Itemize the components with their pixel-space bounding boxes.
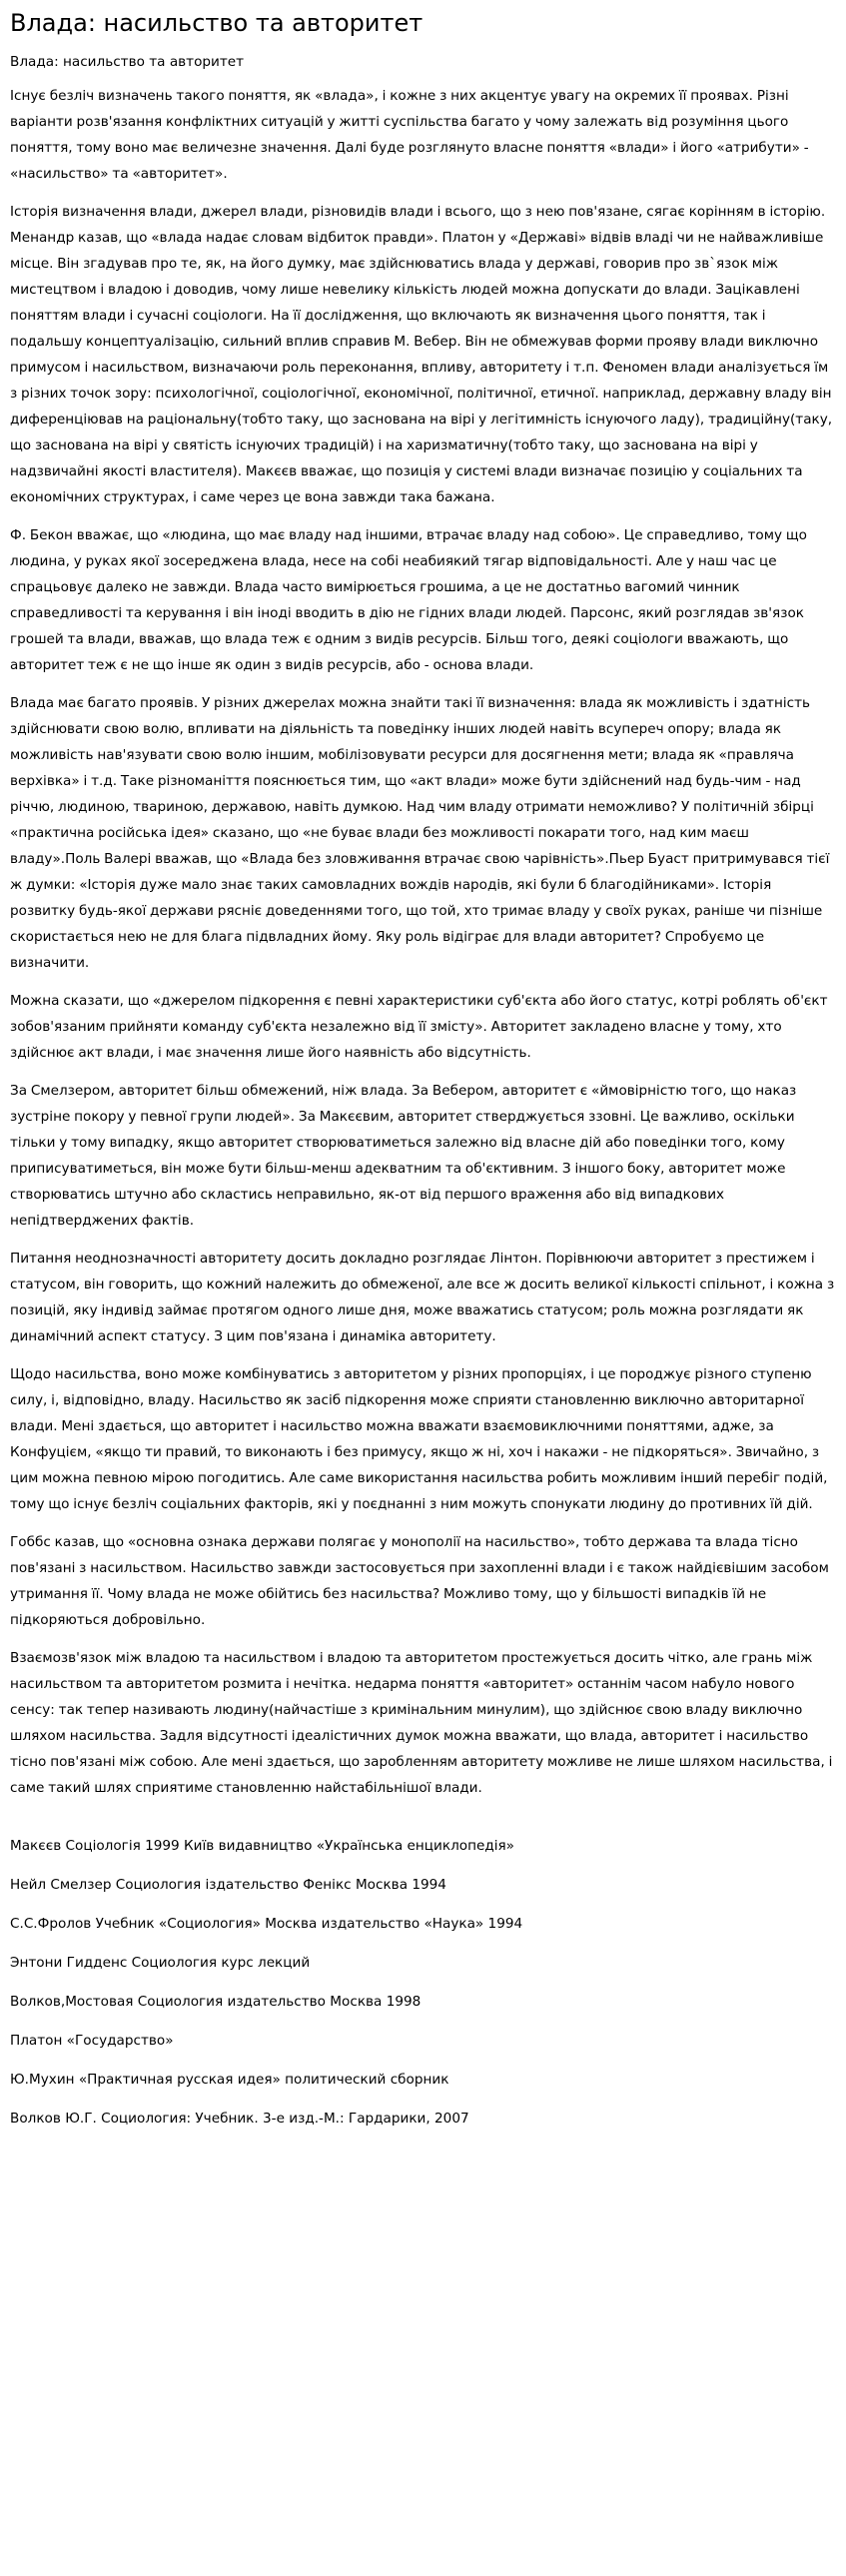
reference-item: Энтони Гидденс Социология курс лекций	[10, 1955, 311, 1971]
reference-item: Нейл Смелзер Социология іздательство Фенікс Москва 1994	[10, 1877, 446, 1893]
reference-item: С.С.Фролов Учебник «Социология» Москва издательство «Наука» 1994	[10, 1916, 523, 1932]
section-spacer	[10, 1813, 836, 1833]
paragraph: Щодо насильства, воно може комбінуватись з авторитетом у різних пропорціях, і це породжує різного ступеню силу, і, відповідно, владу. Насильство як засіб підкорення може сприяти становленню виключно авторитарної влади. Мені здається, що авторитет і насильство можна вважати взаємовиключними поняттями, адже, за Конфуцієм, «якщо ти правий, то виконають і без примусу, якщо ж ні, хоч і накажи - не підкоряться». Звичайно, з цим можна певною мірою погодитись. Але саме використання насильства робить можливим інший перебіг подій, тому що існує безліч соціальних факторів, які у поєднанні з ним можуть спонукати людину до противних їй дій.	[10, 1366, 828, 1512]
paragraph: Ф. Бекон вважає, що «людина, що має владу над іншими, втрачає владу над собою». Це справедливо, тому що людина, у руках якої зосереджена влада, несе на собі неабиякий тягар відповідальності. Але у наш час це спрацьовує далеко не завжди. Влада часто вимірюється грошима, а це не достатньо вагомий чинник справедливості та керування і він іноді вводить в дію не гідних влади людей. Парсонс, який розглядав зв'язок грошей та влади, вважав, що влада теж є одним з видів ресурсів. Більш того, деякі соціологи вважають, що авторитет теж є не що інше як один з видів ресурсів, або - основа влади.	[10, 527, 807, 673]
paragraph: За Смелзером, авторитет більш обмежений, ніж влада. За Вебером, авторитет є «ймовірністю того, що наказ зустріне покору у певної групи людей». За Макєєвим, авторитет стверджується ззовні. Це важливо, оскільки тільки у тому випадку, якщо авторитет створюватиметься залежно від власне дій або поведінки того, кому приписуватиметься, він може бути більш-менш адекватним та об'єктивним. З іншого боку, авторитет може створюватись штучно або скластись неправильно, як-от від першого враження або від випадкових непідтверджених фактів.	[10, 1083, 797, 1229]
reference-item: Волков,Мостовая Социология издательство Москва 1998	[10, 1994, 422, 2010]
document-subtitle: Влада: насильство та авторитет	[10, 54, 245, 70]
reference-item: Макєєв Соціологія 1999 Київ видавництво «Українська енциклопедія»	[10, 1838, 514, 1854]
paragraph: Існує безліч визначень такого поняття, як «влада», і кожне з них акцентує увагу на окремих її проявах. Різні варіанти розв'язання конфліктних ситуацій у житті суспільства багато у чому залежать від розуміння цього поняття, тому воно має величезне значення. Далі буде розглянуто власне поняття «влади» і його «атрибути» - «насильство» та «авторитет».	[10, 88, 809, 182]
reference-item: Волков Ю.Г. Социология: Учебник. 3-е изд.-М.: Гардарики, 2007	[10, 2111, 469, 2127]
article-body	[10, 83, 836, 1801]
reference-item: Платон «Государство»	[10, 2033, 174, 2049]
paragraph: Питання неоднозначності авторитету досить докладно розглядає Лінтон. Порівнюючи авторитет з престижем і статусом, він говорить, що кожний належить до обмеженої, але все ж досить великої кількості спільнот, і кожна з позицій, яку індивід займає протягом одного лише дня, може вважатись статусом; роль можна розглядати як динамічний аспект статусу. З цим пов'язана і динаміка авторитету.	[10, 1251, 835, 1344]
reference-list	[10, 1833, 836, 2132]
paragraph: Можна сказати, що «джерелом підкорення є певні характеристики суб'єкта або його статус, котрі роблять об'єкт зобов'язаним прийняти команду суб'єкта незалежно від її змісту». Авторитет закладено власне у тому, хто здійснює акт влади, і має значення лише його наявність або відсутність.	[10, 993, 828, 1061]
page-title: Влада: насильство та авторитет	[10, 9, 423, 37]
reference-item: Ю.Мухин «Практичная русская идея» политический сборник	[10, 2072, 449, 2088]
paragraph: Гоббс казав, що «основна ознака держави полягає у монополії на насильство», тобто держава та влада тісно пов'язані з насильством. Насильство завжди застосовується при захопленні влади і є також найдієвішим засобом утримання її. Чому влада не може обійтись без насильства? Можливо тому, що у більшості випадків їй не підкоряються добровільно.	[10, 1534, 829, 1628]
paragraph: Взаємозв'язок між владою та насильством і владою та авторитетом простежується досить чітко, але грань між насильством та авторитетом розмита і нечітка. недарма поняття «авторитет» останнім часом набуло нового сенсу: так тепер називають людину(найчастіше з кримінальним минулим), що здійснює свою владу виключно шляхом насильства. Задля відсутності ідеалістичних думок можна вважати, що влада, авторитет і насильство тісно пов'язані між собою. Але мені здається, що заробленням авторитету можливе не лише шляхом насильства, і саме такий шлях сприятиме становленню найстабільнішої влади.	[10, 1650, 833, 1796]
paragraph: Влада має багато проявів. У різних джерелах можна знайти такі її визначення: влада як можливість і здатність здійснювати свою волю, впливати на діяльність та поведінку інших людей навіть всупереч опору; влада як можливість нав'язувати свою волю іншим, мобілізовувати ресурси для досягнення мети; влада як «правляча верхівка» і т.д. Таке різноманіття пояснюється тим, що «акт влади» може бути здійснений над будь-чим - над річчю, людиною, твариною, державою, навіть думкою. Над чим владу отримати неможливо? У політичній збірці «практична російська ідея» сказано, що «не буває влади без можливості покарати того, над ким маєш владу».Поль Валері вважав, що «Влада без зловживання втрачає свою чарівність».Пьер Буаст притримувався тієї ж думки: «Історія дуже мало знає таких самовладних вождів народів, які були б благодійниками». Історія розвитку будь-якої держави ряснiє доведеннями того, що той, хто тримає владу у своїх руках, раніше чи пізніше скористається нею не для блага підвладних йому. Яку роль відіграє для влади авторитет? Спробуємо це визначити.	[10, 695, 830, 971]
paragraph: Історія визначення влади, джерел влади, різновидів влади і всього, що з нею пов'язане, сягає корінням в історію. Менандр казав, що «влада надає словам відбиток правди». Платон у «Державі» відвів владі чи не найважливіше місце. Він згадував про те, як, на його думку, має здійснюватись влада у державі, говорив про зв`язок між мистецтвом і владою і доводив, чому лише невелику кількість людей можна допускати до влади. Зацікавлені поняттям влади і сучасні соціологи. На її дослідження, що включають як визначення цього поняття, так і подальшу концептуалізацію, сильний вплив справив М. Вебер. Він не обмежував форми прояву влади виключно примусом і насильством, визначаючи роль переконання, впливу, авторитету і т.п. Феномен влади аналізується їм з різних точок зору: психологічної, соціологічної, економічної, політичної, етичної. наприклад, державну владу він диференціював на раціональну(тобто таку, що заснована на вірі у легітимність існуючого ладу), традиційну(таку, що заснована на вірі у святість існуючих традицій) і на харизматичну(тобто таку, що заснована на вірі у надзвичайні якості властителя). Макєєв вважає, що позиція у системі влади визначає позицію у соціальних та економічних структурах, і саме через це вона завжди така бажана.	[10, 204, 833, 505]
